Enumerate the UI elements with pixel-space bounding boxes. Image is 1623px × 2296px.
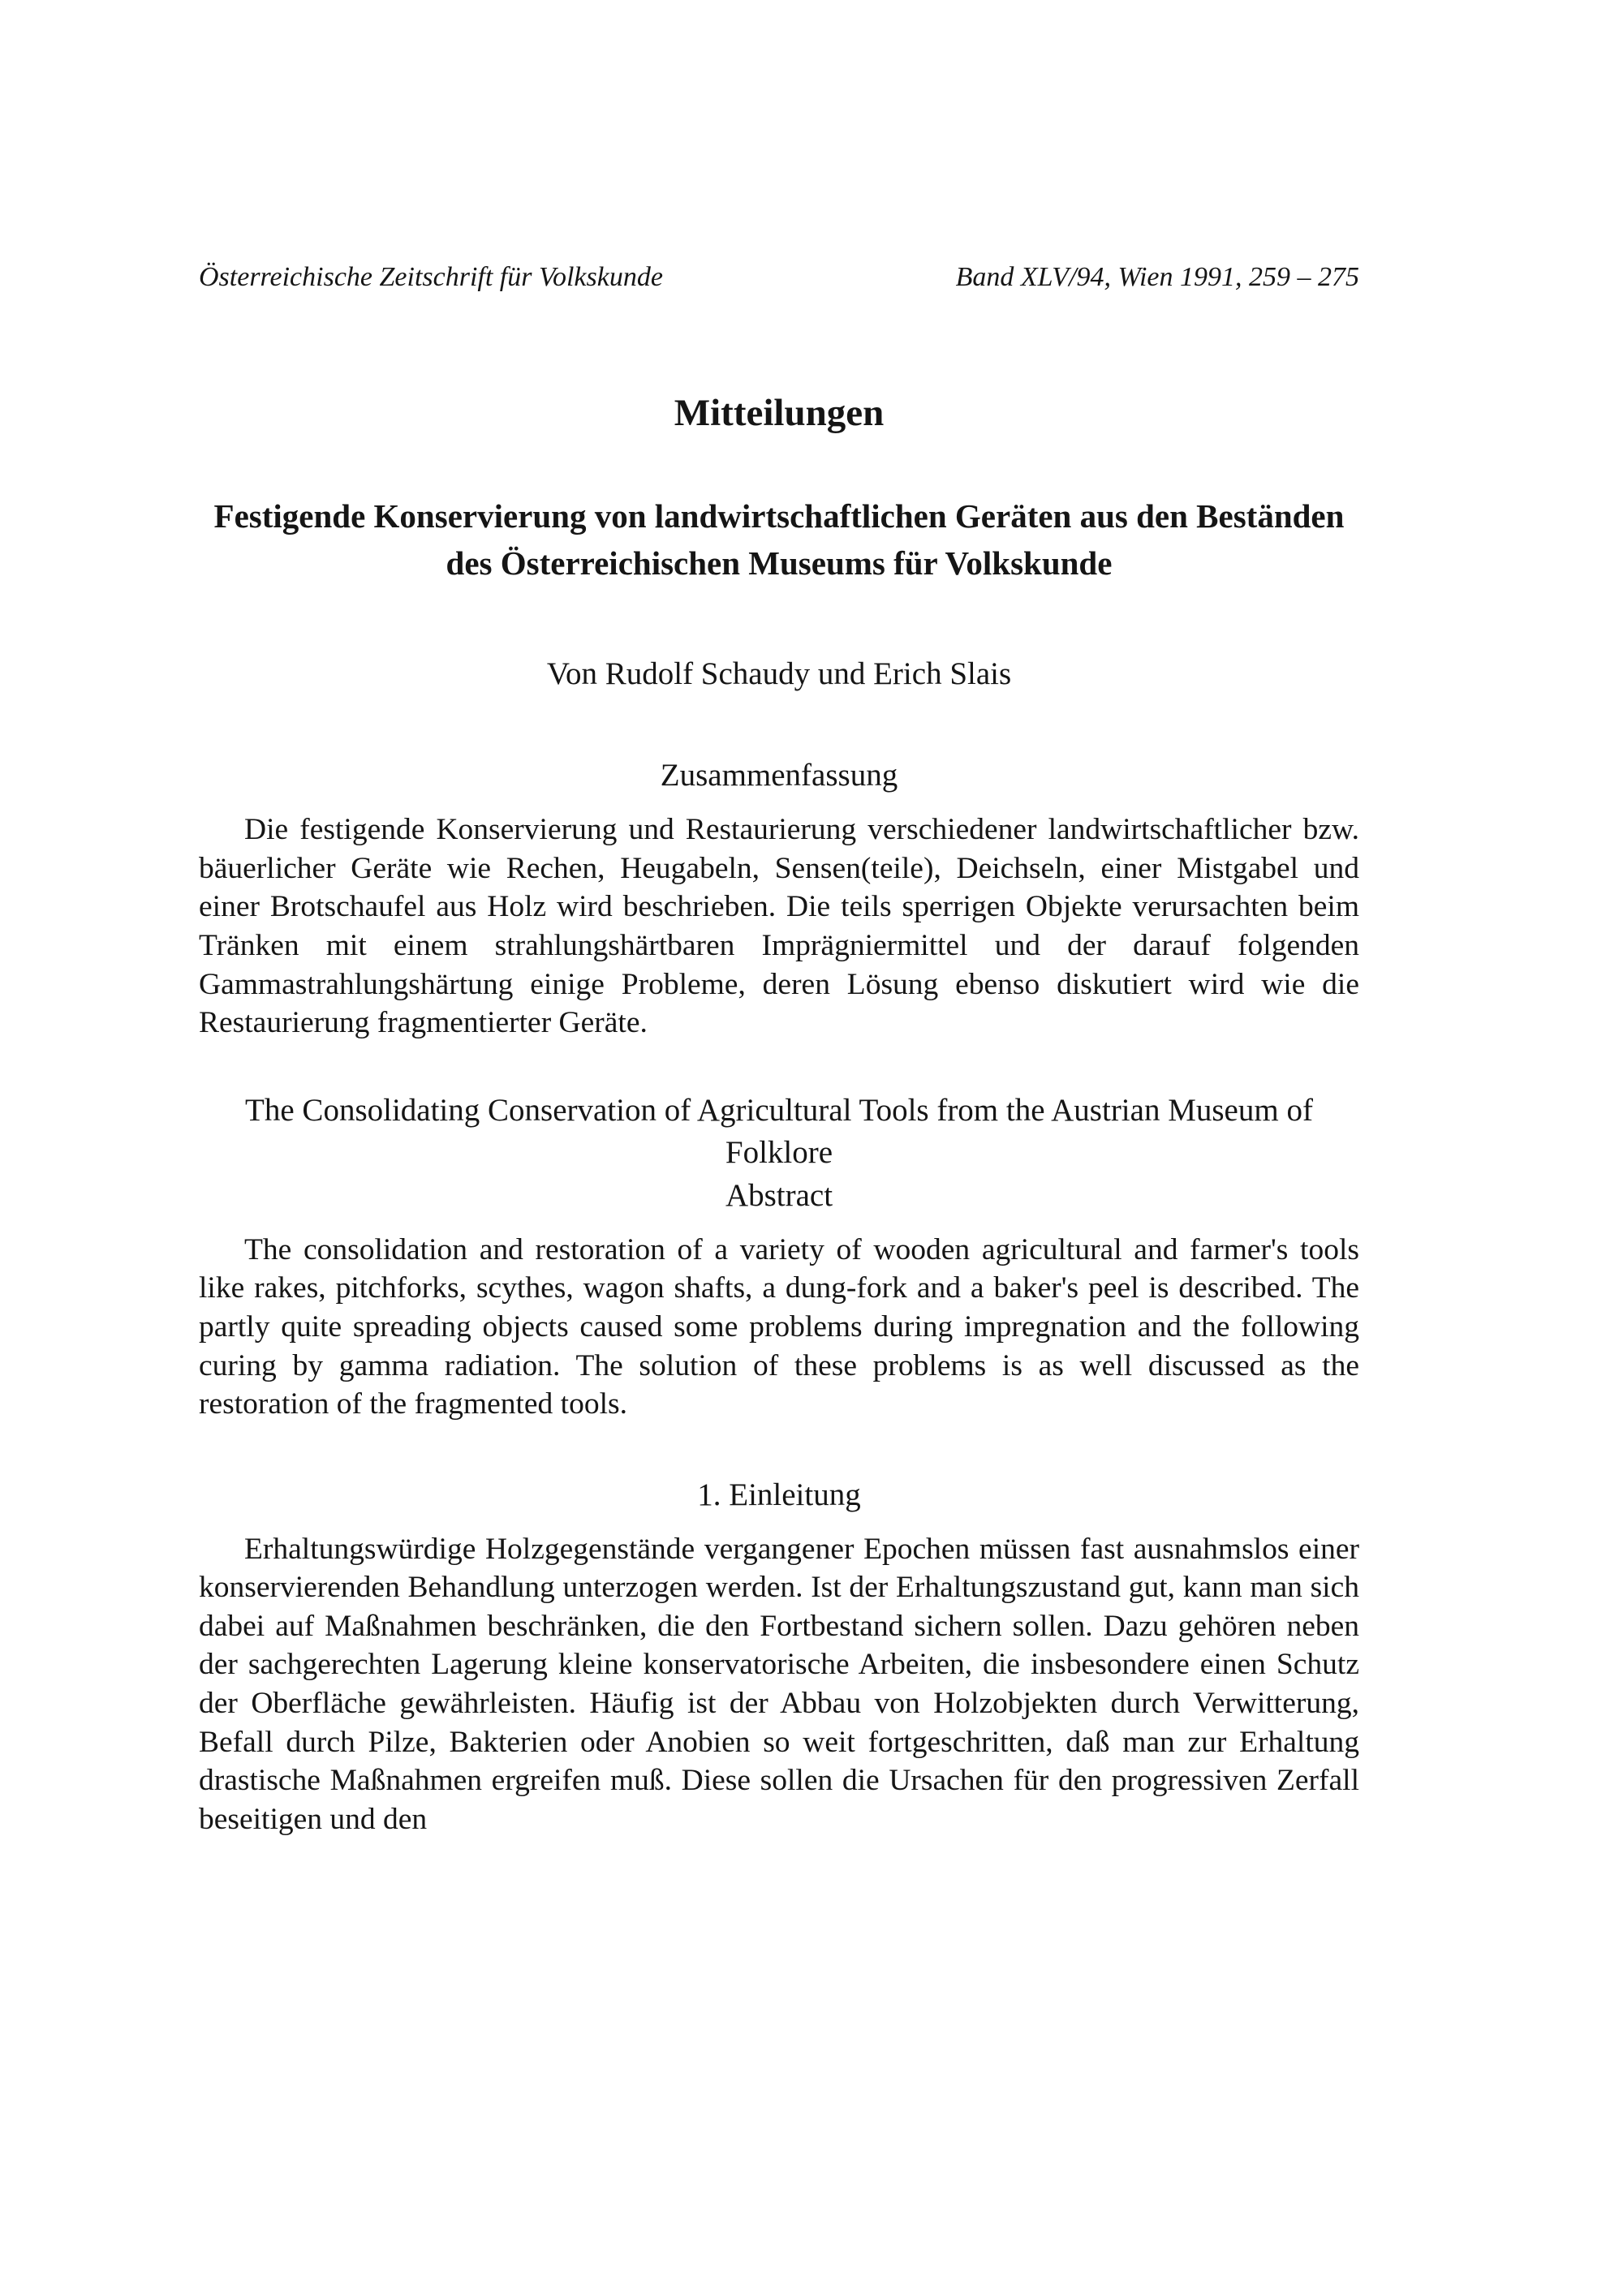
abstract-de-text: Die festigende Konservierung und Restaurierung verschiedener landwirtschaftlicher bzw. bäuerlicher Geräte wie Rechen, Heugabeln, Sensen(teile), Deichseln, einer Mistgabel und einer Brotschaufel aus Holz wird beschrieben. Die teils sperrigen Objekte verursachten beim Tränken mit einem strahlungshärtbaren Imprägniermittel und der darauf folgenden Gammastrahlungshärtung einige Probleme, deren Lösung ebenso diskutiert wird wie die Restaurierung fragmentierter Geräte. bbox=[199, 813, 1359, 1040]
abstract-en-title: The Consolidating Conservation of Agricultural Tools from the Austrian Museum of Folklore bbox=[245, 1092, 1313, 1171]
running-head bbox=[199, 261, 1359, 295]
abstract-en-heading: Abstract bbox=[725, 1178, 833, 1214]
abstract-en-text: The consolidation and restoration of a variety of wooden agricultural and farmer's tools like rakes, pitchforks, scythes, wagon shafts, a dung-fork and a baker's peel is described. The partly quite spreading objects caused some problems during impregnation and the following curing by gamma radiation. The solution of these problems is as well discussed as the restoration of the fragmented tools. bbox=[199, 1232, 1359, 1421]
journal-name: Österreichische Zeitschrift für Volkskunde bbox=[199, 262, 663, 292]
byline: Von Rudolf Schaudy und Erich Slais bbox=[546, 656, 1012, 691]
section-1-heading: 1. Einleitung bbox=[697, 1477, 861, 1512]
article-title: Festigende Konservierung von landwirtschaftlichen Geräten aus den Beständen des Österreichischen Museums für Volkskunde bbox=[213, 497, 1345, 583]
page-title: Mitteilungen bbox=[674, 391, 885, 434]
section-1-text: Erhaltungswürdige Holzgegenstände vergangener Epochen müssen fast ausnahmslos einer konservierenden Behandlung unterzogen werden. Ist der Erhaltungszustand gut, kann man sich dabei auf Maßnahmen beschränken, die den Fortbestand sichern sollen. Dazu gehören neben der sachgerechten Lagerung kleine konservatorische Arbeiten, die insbesondere einen Schutz der Oberfläche gewährleisten. Häufig ist der Abbau von Holzobjekten durch Verwitterung, Befall durch Pilze, Bakterien oder Anobien so weit fortgeschritten, daß man zur Erhaltung drastische Maßnahmen ergreifen muß. Diese sollen die Ursachen für den progressiven Zerfall beseitigen und den bbox=[199, 1532, 1359, 1836]
issue-info: Band XLV/94, Wien 1991, 259 – 275 bbox=[955, 262, 1359, 292]
abstract-de-heading: Zusammenfassung bbox=[660, 758, 898, 793]
